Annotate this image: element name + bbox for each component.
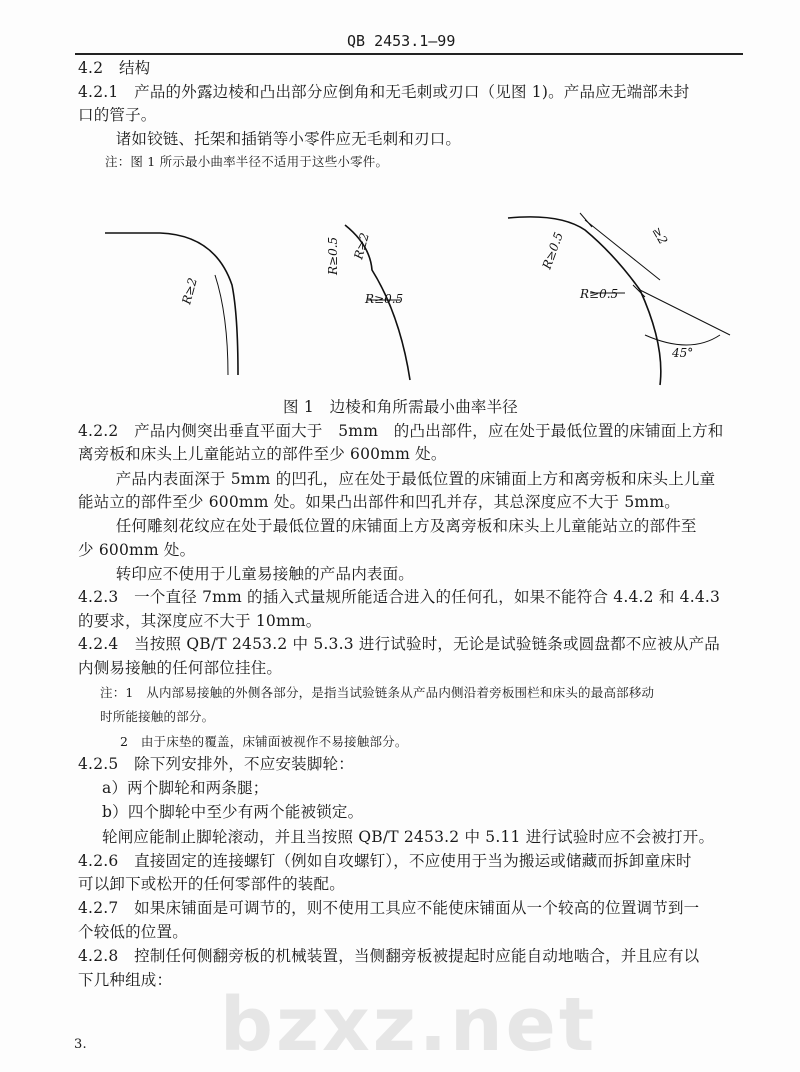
figure-1 xyxy=(0,185,800,390)
note-line: 注：图 1 所示最小曲率半径不适用于这些小零件。 xyxy=(105,154,389,169)
inner-curve-1 xyxy=(215,275,228,375)
paragraph-line: 4.2.5 除下列安排外，不应安装脚轮： xyxy=(78,755,354,773)
radius-label: R≥0.5 xyxy=(580,287,619,301)
paragraph-line: 4.2.7 如果床铺面是可调节的，则不使用工具应不能使床铺面从一个较高的位置调节到一 xyxy=(78,899,700,917)
paragraph-line: 4.2.8 控制任何侧翻旁板的机械装置，当侧翻旁板被提起时应能自动地啮合，并且应有以 xyxy=(78,947,700,965)
list-item: b）四个脚轮中至少有两个能被锁定。 xyxy=(102,803,364,821)
section-heading: 4.2 结构 xyxy=(78,59,151,77)
paragraph-line: 轮闸应能制止脚轮滚动，并且当按照 QB/T 2453.2 中 5.11 进行试验时应不会被打开。 xyxy=(102,828,715,846)
dimension-tick xyxy=(580,213,592,227)
paragraph-line: 个较低的位置。 xyxy=(78,923,188,941)
figure-caption: 图 1 边棱和角所需最小曲率半径 xyxy=(283,398,518,416)
radius-label: R≥0.5 xyxy=(539,230,566,272)
paragraph-line: 离旁板和床头上儿童能站立的部件至少 600mm 处。 xyxy=(78,445,447,463)
paragraph-line: 少 600mm 处。 xyxy=(78,541,196,559)
radius-label: R≥2 xyxy=(179,276,200,306)
dimension-label: ≥2 xyxy=(649,224,671,247)
header-rule xyxy=(75,53,743,55)
paragraph-line: 的要求，其深度应不大于 10mm。 xyxy=(78,612,322,630)
paragraph-line: 4.2.2 产品内侧突出垂直平面大于 5mm 的凸出部件，应在处于最低位置的床铺面上方和 xyxy=(78,422,724,440)
paragraph-line: 内侧易接触的任何部位挂住。 xyxy=(78,659,283,677)
paragraph-line: 4.2.3 一个直径 7mm 的插入式量规所能适合进入的任何孔，如果不能符合 4.4.2 和 4.4.3 xyxy=(78,588,721,606)
note-line: 2 由于床垫的覆盖，床铺面被视作不易接触部分。 xyxy=(120,734,408,749)
list-item: a）两个脚轮和两条腿； xyxy=(102,779,269,797)
radius-label: R≥0.5 xyxy=(365,292,404,306)
paragraph-line: 4.2.6 直接固定的连接螺钉（例如自攻螺钉），不应使用于当为搬运或储藏而拆卸童床时 xyxy=(78,852,692,870)
paragraph-line: 能站立的部件至少 600mm 处。如果凸出部件和凹孔并存，其总深度应不大于 5mm。 xyxy=(78,493,680,511)
dimension-tick xyxy=(633,285,645,297)
angle-label: 45° xyxy=(672,346,694,360)
paragraph-line: 任何雕刻花纹应在处于最低位置的床铺面上方及离旁板和床头上儿童能站立的部件至 xyxy=(100,517,697,535)
paragraph-line: 转印应不使用于儿童易接触的产品内表面。 xyxy=(100,565,415,583)
radius-label: R≥0.5 xyxy=(326,236,340,275)
watermark: bzxz.net xyxy=(220,982,598,1068)
paragraph-line: 4.2.1 产品的外露边棱和凸出部分应倒角和无毛刺或刃口（见图 1)。产品应无端部未封 xyxy=(78,83,690,101)
paragraph-line: 产品内表面深于 5mm 的凹孔，应在处于最低位置的床铺面上方和离旁板和床头上儿童 xyxy=(100,470,716,488)
note-line: 时所能接触的部分。 xyxy=(100,709,215,724)
paragraph-line: 诸如铰链、托架和插销等小零件应无毛刺和刃口。 xyxy=(100,130,462,148)
paragraph-line: 下几种组成： xyxy=(78,971,173,989)
paragraph-line: 4.2.4 当按照 QB/T 2453.2 中 5.3.3 进行试验时，无论是试验链条或圆盘都不应被从产品 xyxy=(78,635,721,653)
edge-curve-1 xyxy=(105,233,238,375)
standard-number-header: QB 2453.1—99 xyxy=(347,32,456,50)
paragraph-line: 口的管子。 xyxy=(78,106,157,124)
page-number: 3. xyxy=(74,1037,87,1052)
paragraph-line: 可以卸下或松开的任何零部件的装配。 xyxy=(78,875,345,893)
dimension-line xyxy=(585,220,660,280)
note-line: 注：1 从内部易接触的外侧各部分，是指当试验链条从产品内侧沿着旁板围栏和床头的最高部移动 xyxy=(100,685,655,700)
radius-label: R≥2 xyxy=(351,231,372,261)
